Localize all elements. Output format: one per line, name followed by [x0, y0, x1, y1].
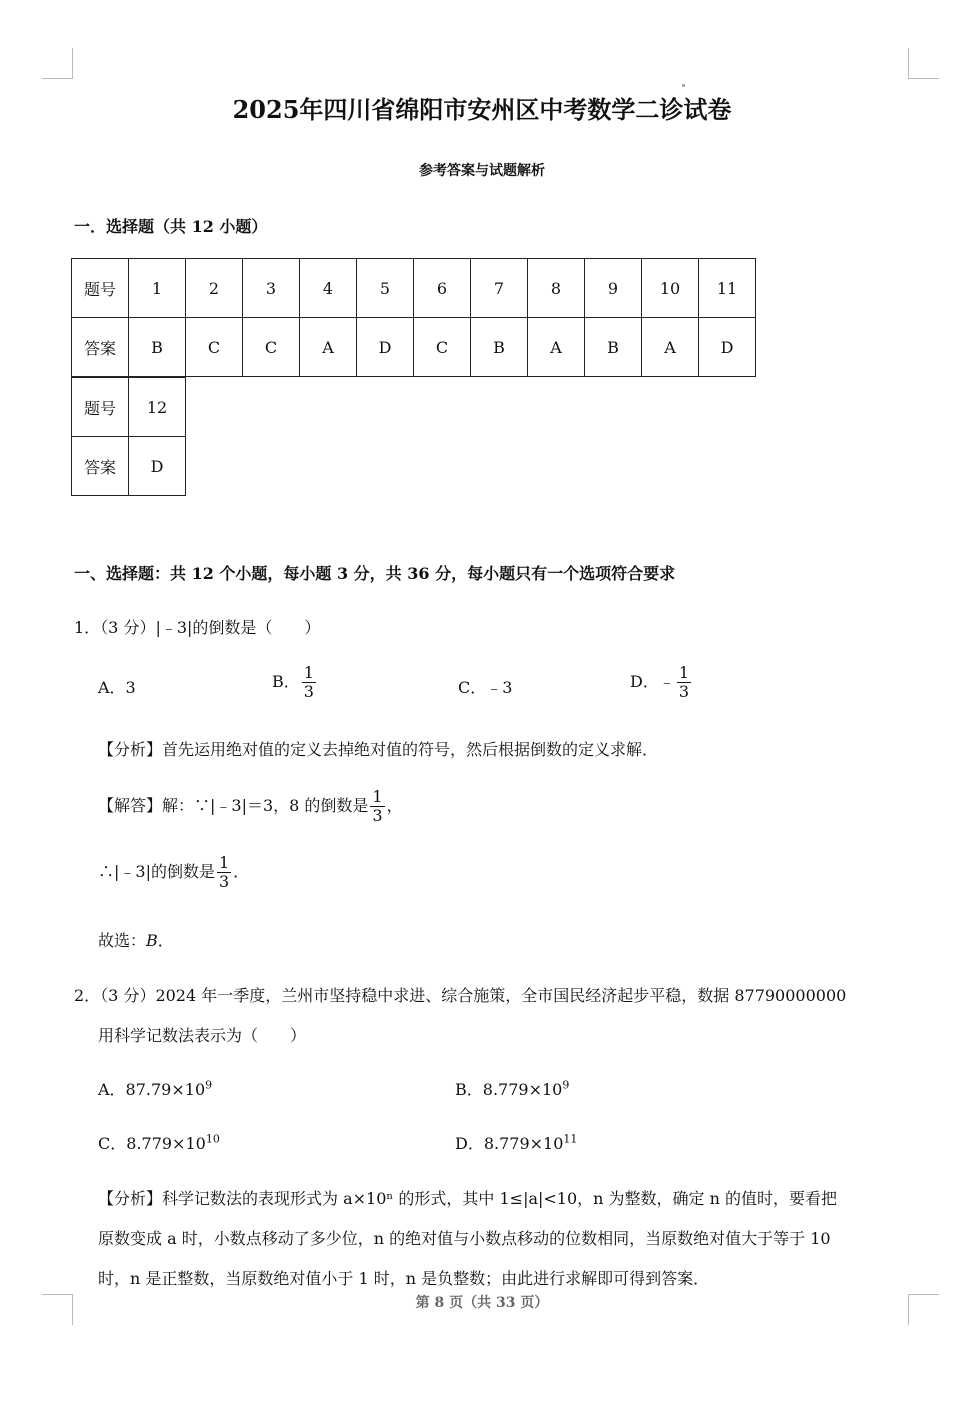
- table-cell: 8: [528, 259, 585, 318]
- table-cell: B: [129, 318, 186, 377]
- q2-analysis-line3: 时，n 是正整数，当原数绝对值小于 1 时，n 是负整数；由此进行求解即可得到答案．: [98, 1269, 710, 1288]
- page-subtitle: 参考答案与试题解析: [419, 163, 545, 179]
- table-cell: A: [300, 318, 357, 377]
- table-cell: 答案: [72, 318, 129, 377]
- fraction: $\frac{1}{3}$: [303, 663, 314, 701]
- table-cell: 题号: [72, 378, 129, 437]
- q1-option-a: A．3: [98, 678, 136, 697]
- q2-stem-line1: 2．（3 分）2024 年一季度，兰州市坚持稳中求进、综合施策，全市国民经济起步平稳，数据 87790000000: [74, 986, 847, 1005]
- table-cell: 1: [129, 259, 186, 318]
- table-cell: B: [471, 318, 528, 377]
- q1-therefore: ∴|﹣3|的倒数是 $\frac{1}{3}$ ．: [98, 853, 250, 891]
- crop-mark-top-left: [42, 48, 73, 79]
- q2-option-d: D．$8.779\times 10^{11}$: [455, 1132, 578, 1153]
- fraction: $\frac{1}{3}$: [372, 787, 383, 825]
- table-cell: C: [186, 318, 243, 377]
- table-cell: 12: [129, 378, 186, 437]
- answer-table: [71, 258, 756, 377]
- q2-option-c: C．$8.779\times 10^{10}$: [98, 1132, 220, 1153]
- crop-mark-top-right: [908, 48, 939, 79]
- table-cell: 5: [357, 259, 414, 318]
- table-cell: 答案: [72, 437, 129, 496]
- table-cell: 3: [243, 259, 300, 318]
- q1-analysis: 【分析】首先运用绝对值的定义去掉绝对值的符号，然后根据倒数的定义求解．: [98, 740, 659, 759]
- page-footer: 第 8 页（共 33 页）: [415, 1295, 549, 1311]
- q1-option-d-label: D．﹣: [630, 672, 675, 691]
- q2-stem-line2: 用科学记数法表示为（ ）: [98, 1026, 307, 1045]
- table-cell: D: [357, 318, 414, 377]
- q1-stem: 1．（3 分）|﹣3|的倒数是（ ）: [74, 618, 321, 637]
- table-cell: 9: [585, 259, 642, 318]
- fraction: $\frac{1}{3}$: [678, 663, 690, 701]
- table-row: [72, 318, 756, 377]
- q1-option-b: [272, 664, 318, 701]
- q1-option-d: [630, 664, 693, 701]
- q2-analysis-line2: 原数变成 a 时，小数点移动了多少位，n 的绝对值与小数点移动的位数相同，当原数绝对值大于等于 10: [98, 1229, 831, 1248]
- decorative-dot: [682, 84, 685, 87]
- q2-analysis-line1: 【分析】科学记数法的表现形式为 a×10ⁿ 的形式，其中 1≤|a|<10，n 为整数，确定 n 的值时，要看把: [98, 1189, 838, 1208]
- table-cell: 11: [699, 259, 756, 318]
- table-cell: 4: [300, 259, 357, 318]
- section-heading-2: 一、选择题：共 12 个小题，每小题 3 分，共 36 分，每小题只有一个选项符合要求: [74, 564, 676, 583]
- q1-choice: 故选：B．: [98, 931, 174, 950]
- q1-solution: 【解答】解：∵|﹣3|＝3，8 的倒数是 $\frac{1}{3}$ ，: [98, 787, 403, 825]
- table-cell: A: [642, 318, 699, 377]
- q1-option-c: C．﹣3: [458, 678, 513, 697]
- table-cell: B: [585, 318, 642, 377]
- table-cell: C: [414, 318, 471, 377]
- table-row: [72, 437, 186, 496]
- table-cell: 题号: [72, 259, 129, 318]
- fraction: $\frac{1}{3}$: [218, 853, 230, 891]
- section-heading-1: 一．选择题（共 12 小题）: [74, 217, 268, 236]
- page-title: 2025年四川省绵阳市安州区中考数学二诊试卷: [232, 95, 732, 124]
- table-cell: 6: [414, 259, 471, 318]
- table-cell: A: [528, 318, 585, 377]
- q2-option-b: B．$8.779\times 10^9$: [455, 1078, 570, 1099]
- table-row: [72, 378, 186, 437]
- q2-option-a: A．$87.79\times 10^9$: [98, 1078, 213, 1099]
- table-cell: 2: [186, 259, 243, 318]
- q1-option-b-label: B．: [272, 672, 300, 691]
- answer-table-continued: [71, 377, 186, 496]
- table-cell: C: [243, 318, 300, 377]
- table-cell: D: [129, 437, 186, 496]
- table-row: [72, 259, 756, 318]
- table-cell: D: [699, 318, 756, 377]
- table-cell: 10: [642, 259, 699, 318]
- table-cell: 7: [471, 259, 528, 318]
